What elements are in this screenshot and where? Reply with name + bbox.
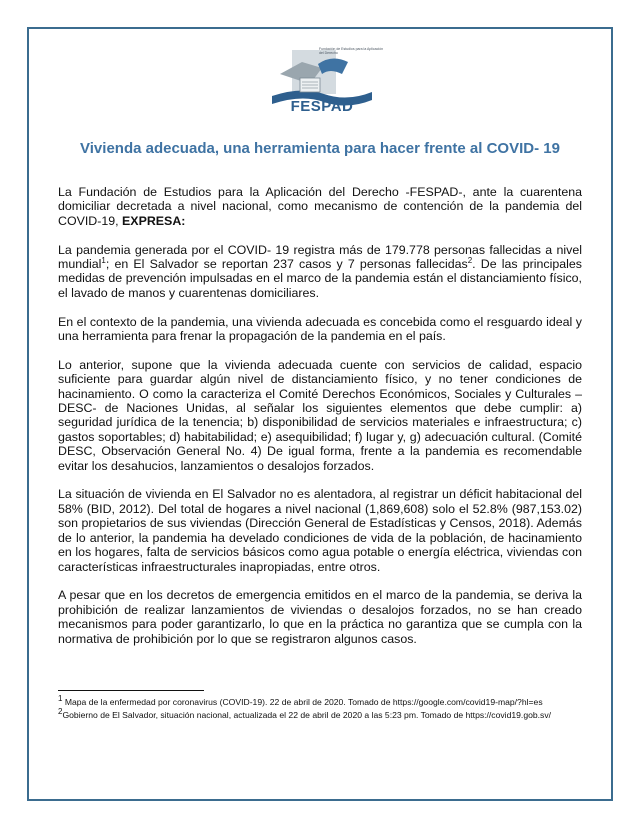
footnote-1-number: 1	[58, 694, 63, 704]
pandemic-text-b: ; en El Salvador se reportan 237 casos y 7 personas fallecidas	[105, 257, 468, 272]
pandemic-text-c: . De las principales medidas de prevención impulsadas en el marco de la pandemia están el distanciamiento físico, el lavado de manos y cuarentenas domiciliares.	[58, 257, 582, 300]
intro-text: La Fundación de Estudios para la Aplicación del Derecho -FESPAD-, ante la cuarentena domiciliar decretada a nivel nacional, como mecanismo de contención de la pandemia del COVID-19,	[58, 185, 582, 228]
footnotes	[58, 694, 582, 723]
footnote-ref-1[interactable]: 1	[101, 255, 106, 265]
paragraph-housing-situation: La situación de vivienda en El Salvador no es alentadora, al registrar un déficit habitacional del 58% (BID, 2012). Del total de hogares a nivel nacional (1,869,608) solo el 52.8% (987,153.02) son propietarios de sus viviendas (Dirección General de Estadísticas y Censos, 2018). Además de lo anterior, la pandemia ha develado condiciones de vida de la población, de hacinamiento en los hogares, falta de servicios básicos como agua potable o energía eléctrica, viviendas con características infraestructurales inapropiadas, entre otros.	[58, 487, 582, 574]
footnote-2	[58, 707, 582, 721]
footnote-2-text: Gobierno de El Salvador, situación nacional, actualizada el 22 de abril de 2020 a las 5:23 pm. Tomado de	[62, 710, 466, 721]
document-body	[58, 185, 582, 660]
footnote-separator	[58, 690, 204, 691]
footnote-2-link[interactable]: https://covid19.gob.sv/	[465, 710, 552, 721]
footnote-1	[58, 694, 582, 708]
footnote-2-number: 2	[58, 707, 63, 717]
paragraph-pandemic	[58, 243, 582, 301]
logo-name: FESPAD	[290, 98, 354, 115]
pandemic-text-a: La pandemia generada por el COVID- 19 registra más de 179.778 personas fallecidas a nivel mundial	[58, 242, 582, 272]
paragraph-context: En el contexto de la pandemia, una vivienda adecuada es concebida como el resguardo ideal y una herramienta para frenar la propagación de la pandemia en el país.	[58, 314, 582, 344]
logo-caption: Fundación de Estudios para la Aplicación del Derecho	[319, 47, 384, 56]
paragraph-intro	[58, 185, 582, 228]
document-title: Vivienda adecuada, una herramienta para hacer frente al COVID- 19	[80, 140, 560, 157]
footnote-1-text: Mapa de la enfermedad por coronavirus (COVID-19). 22 de abril de 2020. Tomado de https://google.com/covid19-map/?hl=es	[62, 697, 543, 707]
paragraph-emergency-decrees: A pesar que en los decretos de emergencia emitidos en el marco de la pandemia, se deriva la prohibición de realizar lanzamientos de viviendas o desalojos forzados, no se han creado mecanismos para poder garantizarlo, lo que en la práctica no garantiza que se cumpla con la normativa de prohibición por lo que se registraron algunos casos.	[58, 588, 582, 646]
footnote-ref-2[interactable]: 2	[467, 255, 473, 265]
paragraph-adequate-housing: Lo anterior, supone que la vivienda adecuada cuente con servicios de calidad, espacio suficiente para guardar algún nivel de distanciamiento físico, y no tener condiciones de hacinamiento. O como la caracteriza el Comité Derechos Económicos, Sociales y Culturales – DESC- de Naciones Unidas, al señalar los siguientes elementos que debe cumplir: a) seguridad jurídica de la tenencia; b) disponibilidad de servicios materiales e infraestructura; c) gastos soportables; d) habitabilidad; e) asequibilidad; f) lugar y, g) adecuación cultural. (Comité DESC, Observación General No. 4) De igual forma, frente a la pandemia es recomendable evitar los desahucios, lanzamientos o desalojos forzados.	[58, 357, 582, 473]
intro-bold-text: EXPRESA:	[122, 213, 186, 228]
